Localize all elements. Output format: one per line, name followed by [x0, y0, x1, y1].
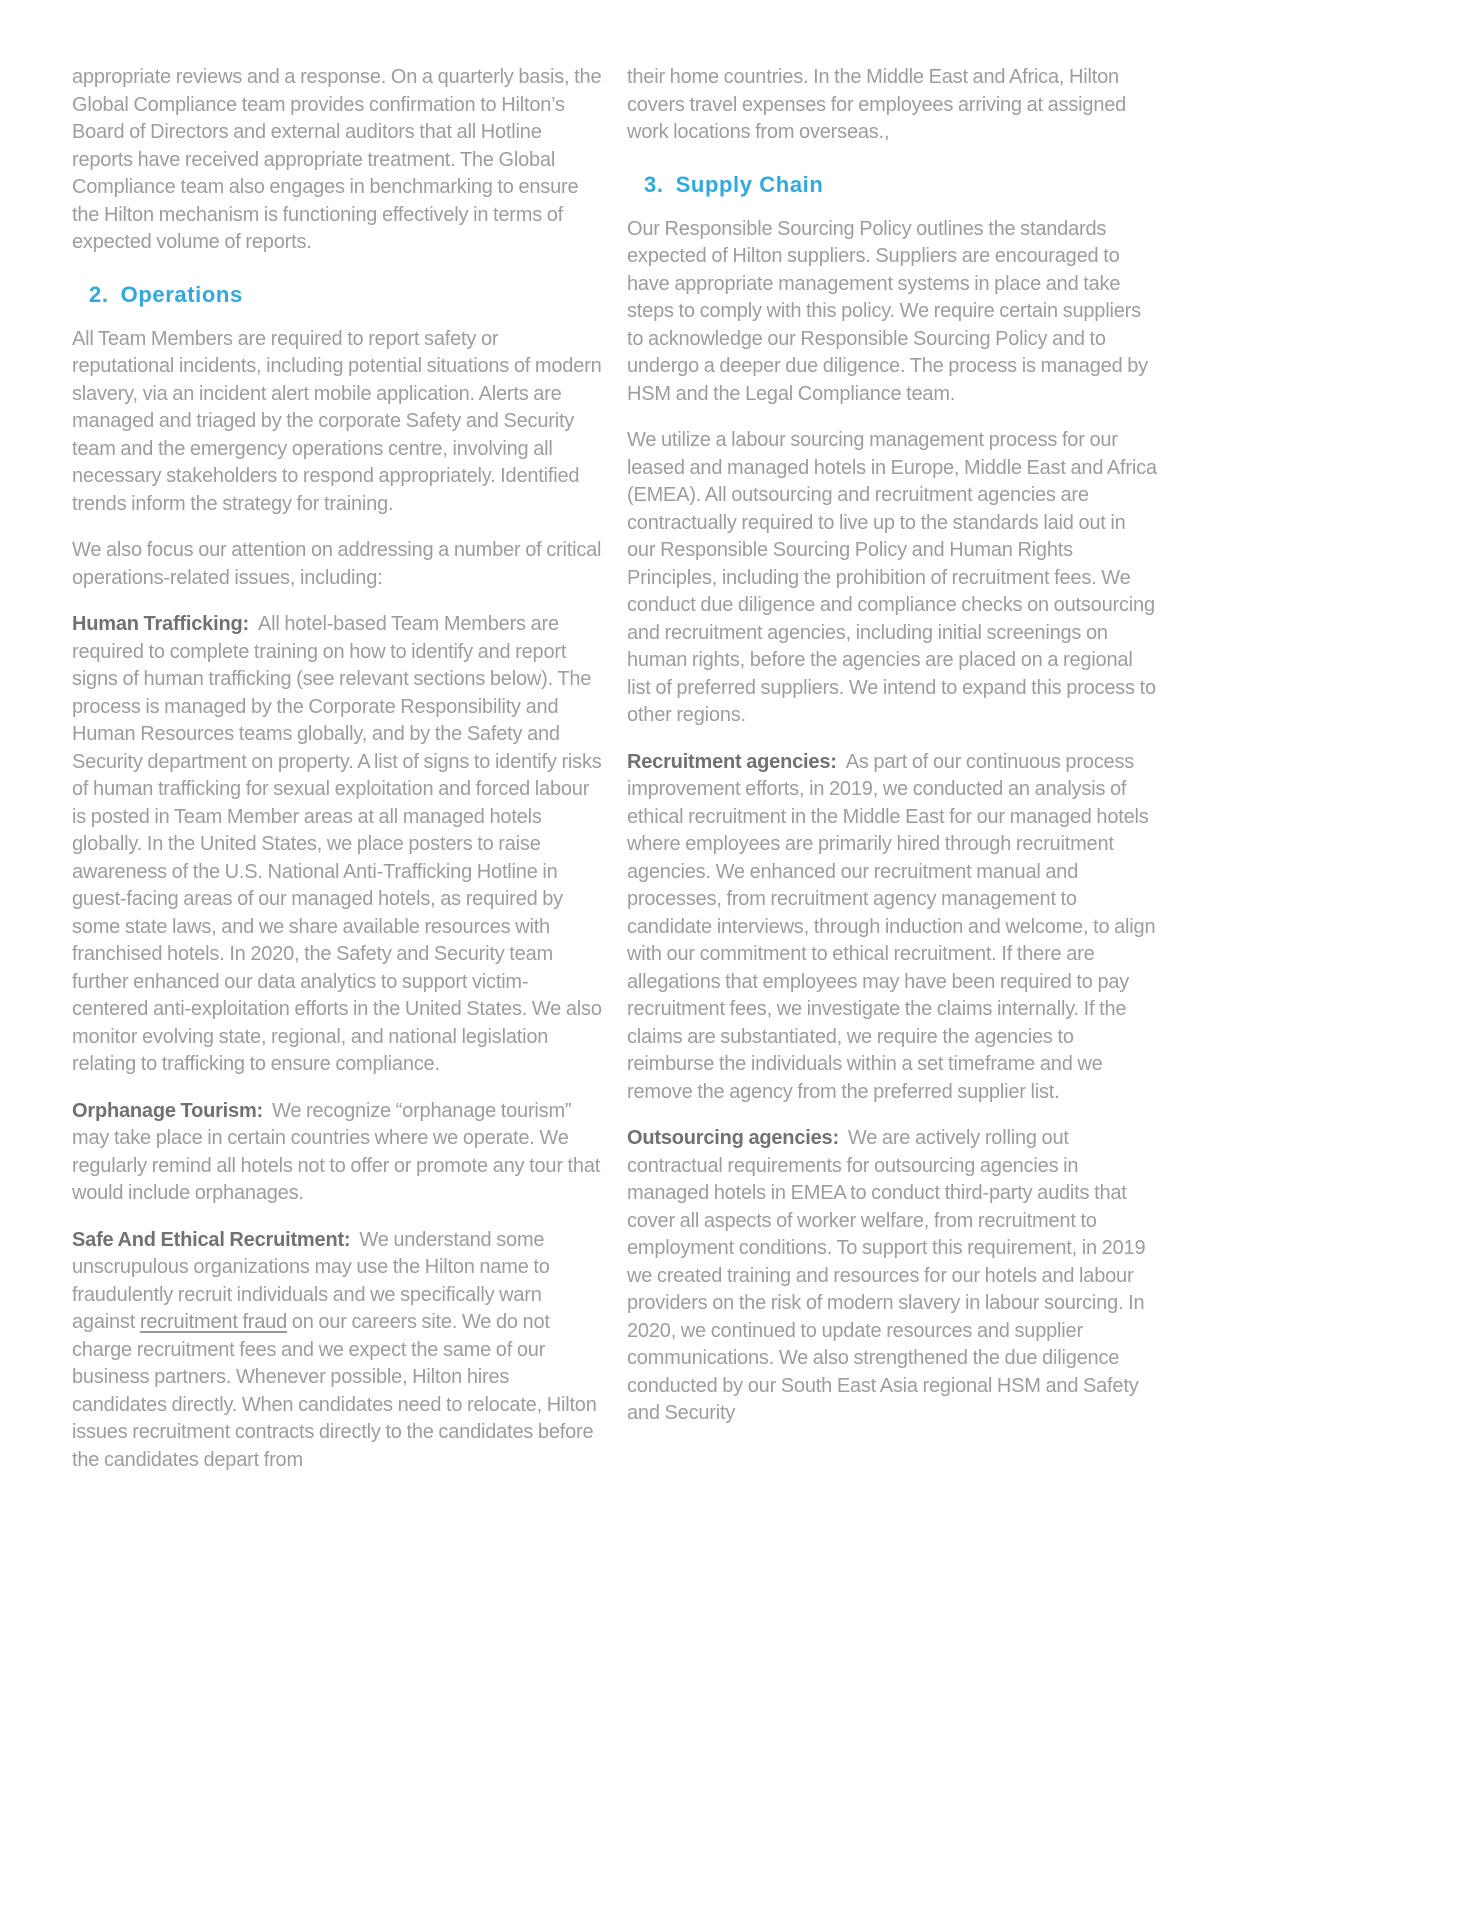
intro-paragraph: appropriate reviews and a response. On a quarterly basis, the Global Compliance team provides confirmation to Hilton’s Board of Directors and external auditors that all Hotline reports have received appropriate treatment. The Global Compliance team also engages in benchmarking to ensure the Hilton mechanism is functioning effectively in terms of expected volume of reports. [72, 66, 602, 253]
orphanage-tourism-label: Orphanage Tourism: [72, 1099, 264, 1122]
safe-recruitment-text-before: We understand some unscrupulous organizations may use the Hilton name to fraudulently recruit individuals and we specifically warn against [72, 1228, 550, 1333]
right-column [627, 64, 1157, 1493]
section-number: 3. [644, 171, 664, 197]
human-trafficking-text: All hotel-based Team Members are required to complete training on how to identify and report signs of human trafficking (see relevant sections below). The process is managed by the Corporate Responsibility and Human Resources teams globally, and by the Safety and Security department on property. A list of signs to identify risks of human trafficking for sexual exploitation and forced labour is posted in Team Member areas at all managed hotels globally. In the United States, we place posters to raise awareness of the U.S. National Anti-Trafficking Hotline in guest-facing areas of our managed hotels, as required by some state laws, and we share available resources with franchised hotels. In 2020, the Safety and Security team further enhanced our data analytics to support victim-centered anti-exploitation efforts in the United States. We also monitor evolving state, regional, and national legislation relating to trafficking to ensure compliance. [72, 613, 602, 1075]
continuation-paragraph: their home countries. In the Middle East and Africa, Hilton covers travel expenses for employees arriving at assigned work locations from overseas., [627, 66, 1127, 143]
section-title: Operations [120, 281, 243, 307]
two-column-layout [72, 64, 1157, 1493]
section-heading-operations [72, 282, 602, 308]
outsourcing-agencies-paragraph [627, 1125, 1157, 1428]
operations-paragraph: All Team Members are required to report safety or reputational incidents, including potential situations of modern slavery, via an incident alert mobile application. Alerts are managed and triaged by the corporate Safety and Security team and the emergency operations centre, involving all necessary stakeholders to respond appropriately. Identified trends inform the strategy for training. [72, 327, 602, 515]
recruitment-agencies-text: As part of our continuous process improvement efforts, in 2019, we conducted an analysis of ethical recruitment in the Middle East for our managed hotels where employees are primarily hired through recruitment agencies. We enhanced our recruitment manual and processes, from recruitment agency management to candidate interviews, through induction and welcome, to align with our commitment to ethical recruitment. If there are allegations that employees may have been required to pay recruitment fees, we investigate the claims internally. If the claims are substantiated, we require the agencies to reimburse the individuals within a set timeframe and we remove the agency from the preferred supplier list. [627, 750, 1156, 1103]
orphanage-tourism-paragraph [72, 1098, 602, 1208]
orphanage-tourism-text: We recognize “orphanage tourism” may take place in certain countries where we operate. We regularly remind all hotels not to offer or promote any tour that would include orphanages. [72, 1099, 601, 1204]
safe-recruitment-paragraph [72, 1227, 602, 1475]
labour-sourcing-paragraph: We utilize a labour sourcing management process for our leased and managed hotels in Europe, Middle East and Africa (EMEA). All outsourcing and recruitment agencies are contractually required to live up to the standards laid out in our Responsible Sourcing Policy and Human Rights Principles, including the prohibition of recruitment fees. We conduct due diligence and compliance checks on outsourcing and recruitment agencies, including initial screenings on human rights, before the agencies are placed on a regional list of preferred suppliers. We intend to expand this process to other regions. [627, 429, 1157, 726]
recruitment-agencies-paragraph [627, 749, 1157, 1107]
recruitment-agencies-label: Recruitment agencies: [627, 750, 837, 773]
section-heading-supply-chain [627, 172, 1157, 198]
outsourcing-agencies-text: We are actively rolling out contractual requirements for outsourcing agencies in managed hotels in EMEA to conduct third-party audits that cover all aspects of worker welfare, from recruitment to employment conditions. To support this requirement, in 2019 we created training and resources for our hotels and labour providers on the risk of modern slavery in labour sourcing. In 2020, we continued to update resources and supplier communications. We also strengthened the due diligence conducted by our South East Asia regional HSM and Safety and Security [627, 1127, 1146, 1424]
left-column [72, 64, 602, 1493]
safe-recruitment-text-after: on our careers site. We do not charge recruitment fees and we expect the same of our business partners. Whenever possible, Hilton hires candidates directly. When candidates need to relocate, Hilton issues recruitment contracts directly to the candidates before the candidates depart from [72, 1311, 597, 1471]
outsourcing-agencies-label: Outsourcing agencies: [627, 1127, 839, 1149]
focus-paragraph: We also focus our attention on addressing a number of critical operations-related issues, including: [72, 539, 602, 589]
sourcing-policy-paragraph: Our Responsible Sourcing Policy outlines the standards expected of Hilton suppliers. Suppliers are encouraged to have appropriate management systems in place and take steps to comply with this policy. We require certain suppliers to acknowledge our Responsible Sourcing Policy and to undergo a deeper due diligence. The process is managed by HSM and the Legal Compliance team. [627, 217, 1148, 405]
section-title: Supply Chain [675, 171, 824, 197]
safe-recruitment-label: Safe And Ethical Recruitment: [72, 1228, 351, 1251]
recruitment-fraud-link[interactable]: recruitment fraud [139, 1311, 288, 1333]
human-trafficking-label: Human Trafficking: [72, 613, 249, 635]
section-number: 2. [89, 281, 109, 307]
human-trafficking-paragraph [72, 611, 602, 1079]
